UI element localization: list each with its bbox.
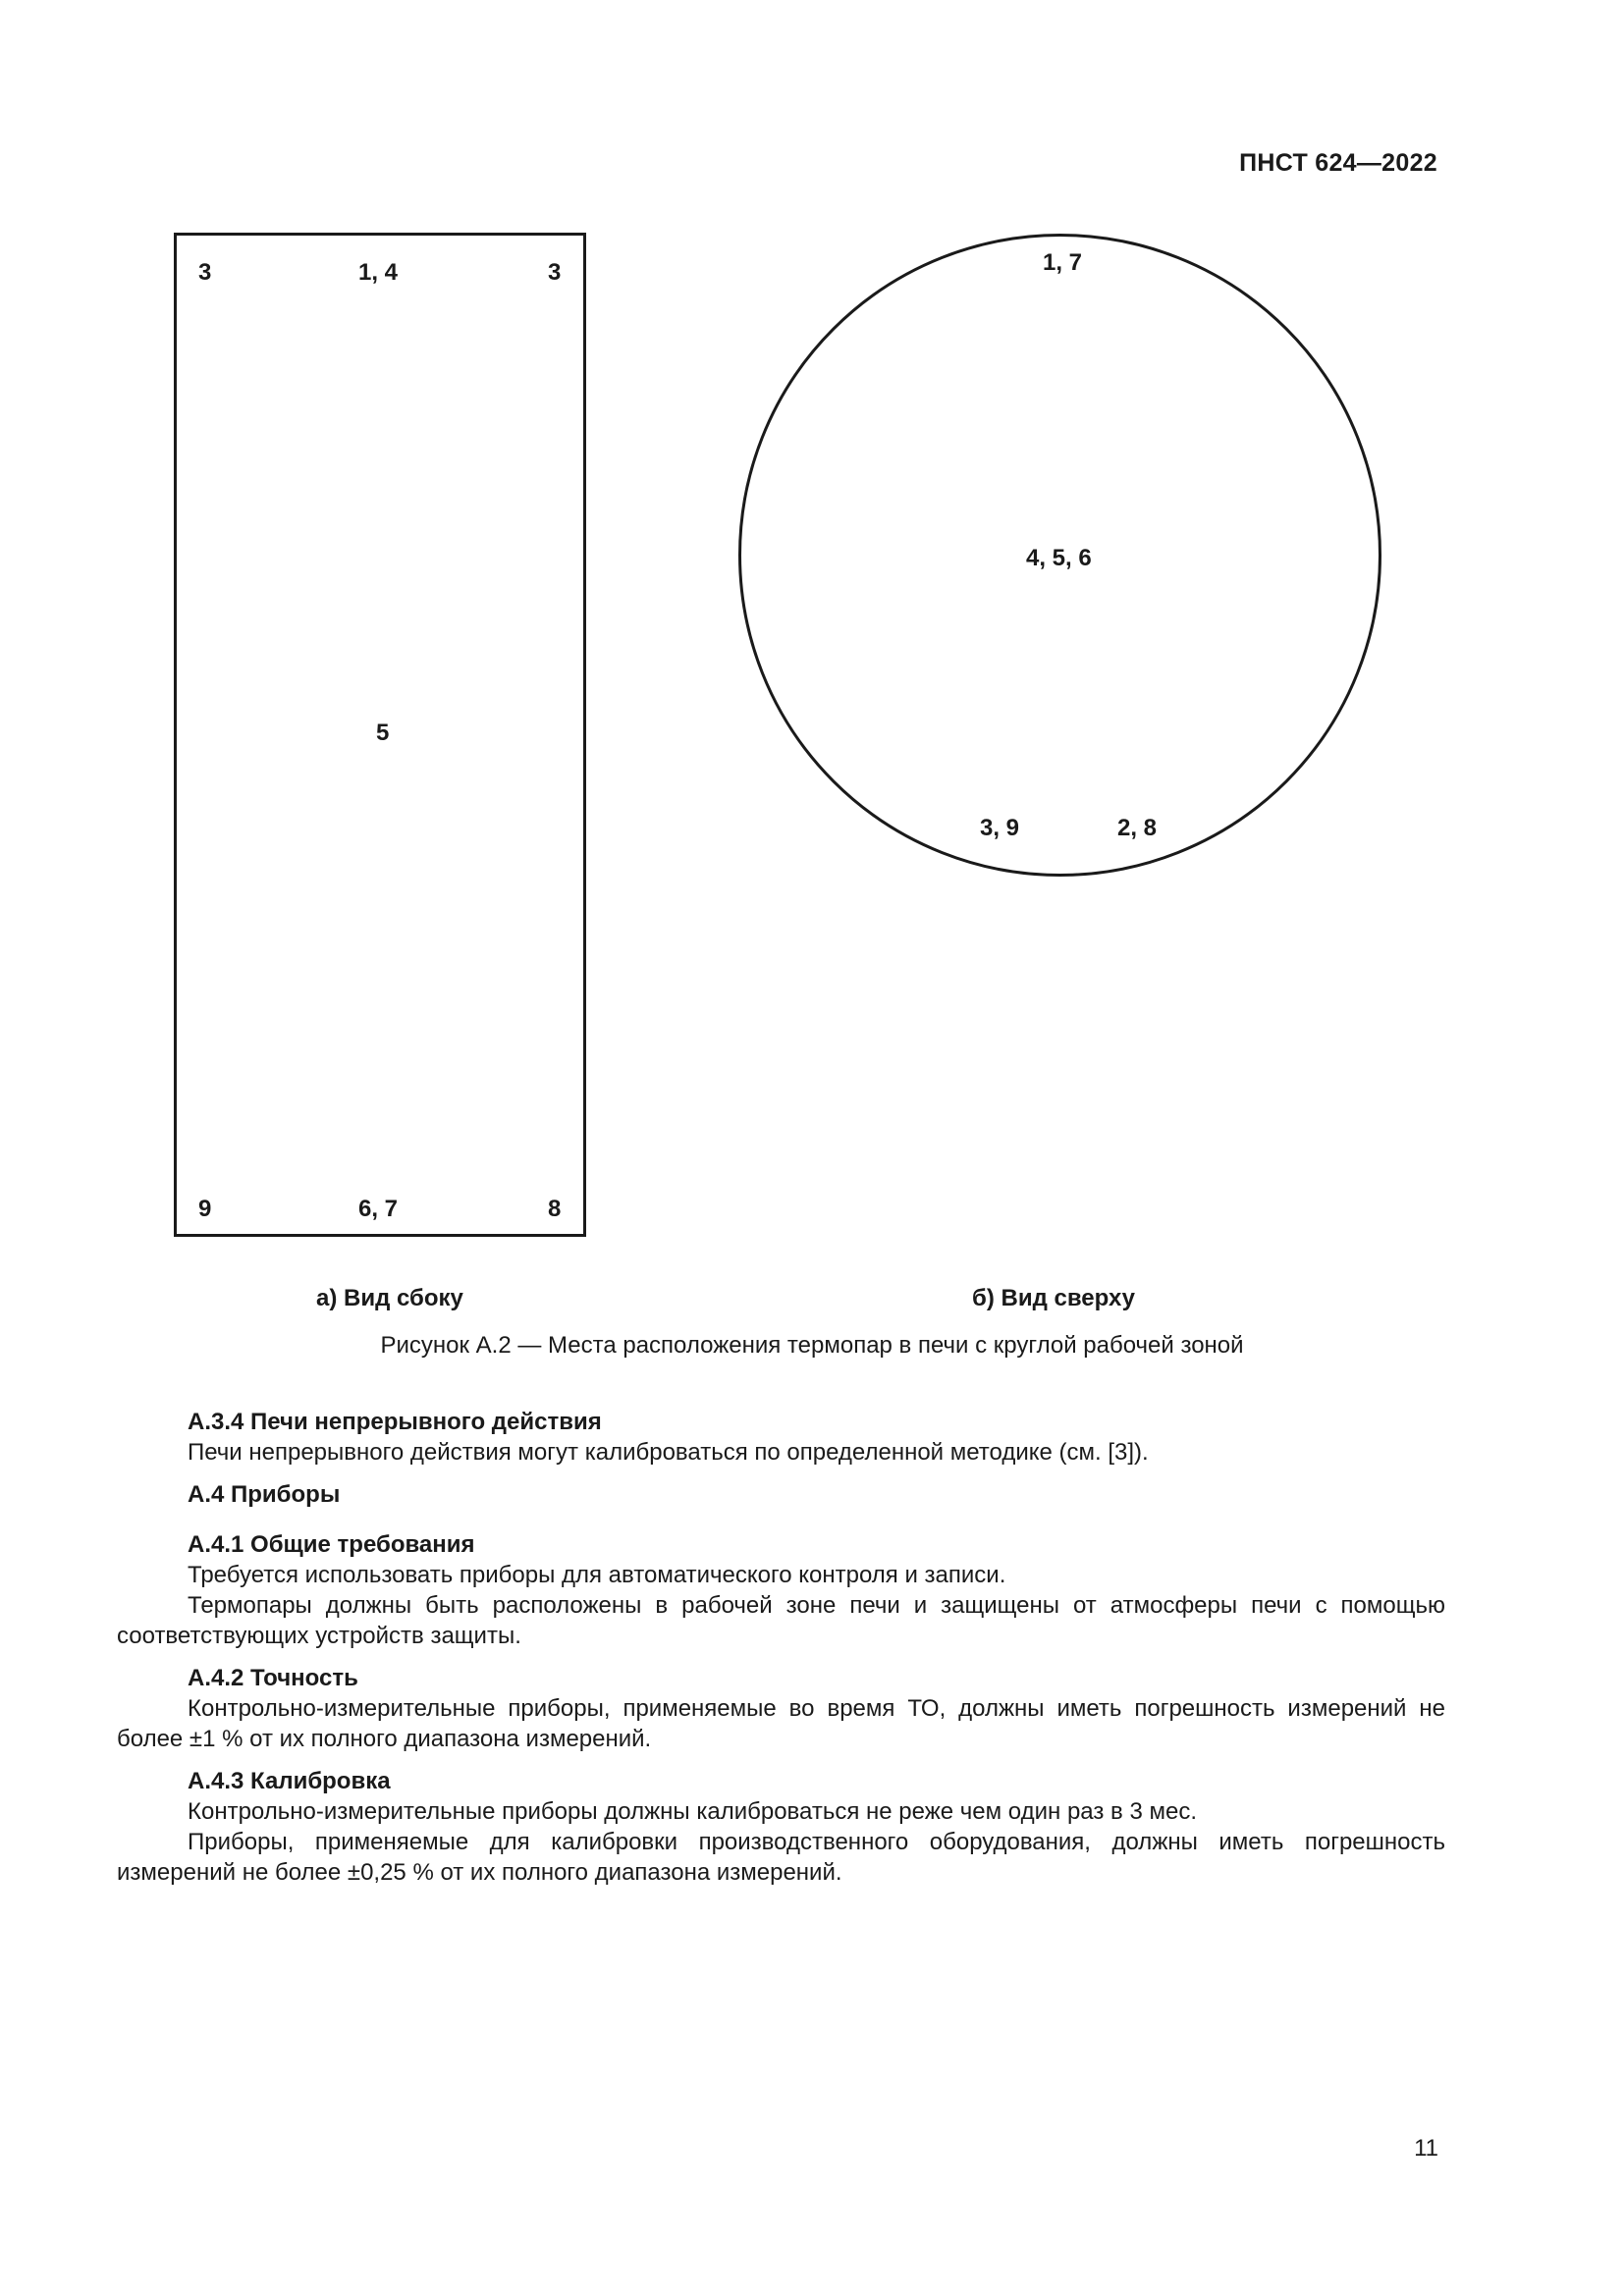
- section-heading-a41: А.4.1 Общие требования: [188, 1531, 475, 1558]
- top-view-top-label: 1, 7: [1043, 249, 1083, 276]
- side-top-right-label: 3: [548, 259, 562, 286]
- section-a43-paragraph-1: Контрольно-измерительные приборы должны калиброваться не реже чем один раз в 3 мес.: [188, 1798, 1197, 1825]
- document-code: ПНСТ 624—2022: [1239, 149, 1437, 177]
- section-a41-paragraph-1: Требуется использовать приборы для автоматического контроля и записи.: [188, 1562, 1006, 1588]
- section-a41-paragraph-2: Термопары должны быть расположены в рабочей зоне печи и защищены от атмосферы печи с помощью соответствующих устройств защиты.: [117, 1592, 1445, 1649]
- section-heading-a4: А.4 Приборы: [188, 1481, 341, 1508]
- section-heading-a42: А.4.2 Точность: [188, 1665, 358, 1691]
- section-a42-paragraph: Контрольно-измерительные приборы, применяемые во время ТО, должны иметь погрешность измерений не более ±1 % от их полного диапазона измерений.: [117, 1695, 1445, 1752]
- section-a34-paragraph: Печи непрерывного действия могут калиброваться по определенной методике (см. [3]).: [188, 1439, 1149, 1466]
- figure-caption: Рисунок А.2 — Места расположения термопар в печи с круглой рабочей зоной: [380, 1332, 1244, 1359]
- side-top-left-label: 3: [198, 259, 212, 286]
- top-view-diagram: [738, 234, 1381, 877]
- page-number: 11: [1414, 2135, 1438, 2162]
- side-bottom-center-label: 6, 7: [358, 1196, 399, 1222]
- top-view-bottom-left-label: 3, 9: [980, 815, 1020, 841]
- document-body: [117, 1407, 1445, 1888]
- top-view-caption: б) Вид сверху: [972, 1285, 1135, 1311]
- section-heading-a34: А.3.4 Печи непрерывного действия: [188, 1409, 602, 1435]
- side-middle-label: 5: [376, 720, 390, 746]
- side-view-caption: а) Вид сбоку: [316, 1285, 463, 1311]
- side-bottom-right-label: 8: [548, 1196, 562, 1222]
- side-view-diagram: [174, 233, 586, 1237]
- top-view-center-label: 4, 5, 6: [1026, 545, 1092, 571]
- side-top-center-label: 1, 4: [358, 259, 399, 286]
- top-view-bottom-right-label: 2, 8: [1117, 815, 1158, 841]
- section-heading-a43: А.4.3 Калибровка: [188, 1768, 391, 1794]
- side-bottom-left-label: 9: [198, 1196, 212, 1222]
- section-a43-paragraph-2: Приборы, применяемые для калибровки производственного оборудования, должны иметь погрешность измерений не более ±0,25 % от их полного диапазона измерений.: [117, 1829, 1445, 1886]
